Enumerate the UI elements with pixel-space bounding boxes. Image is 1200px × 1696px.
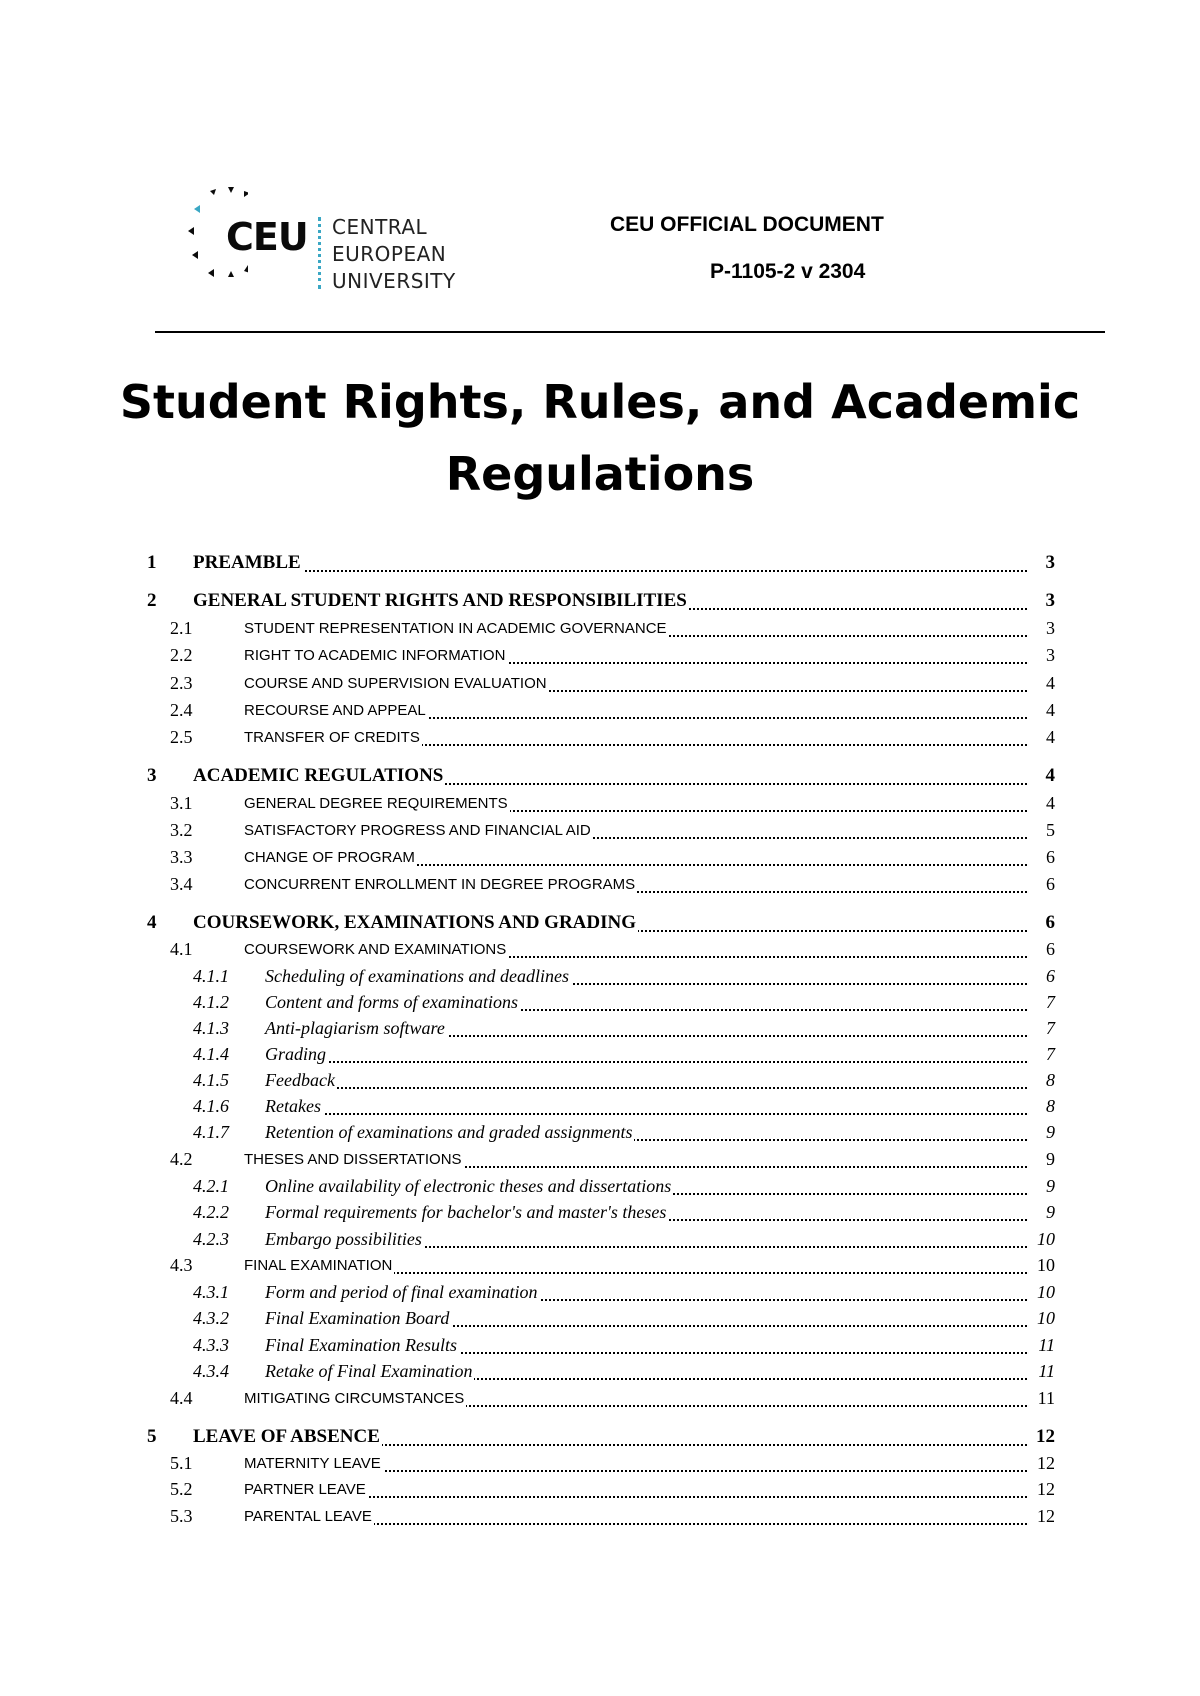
toc-entry-label: STUDENT REPRESENTATION IN ACADEMIC GOVERNANCE: [244, 620, 667, 637]
toc-entry-page: 4: [1043, 727, 1055, 748]
toc-entry-number: 4.2.3: [193, 1229, 229, 1249]
toc-entry-number: 4.2.2: [193, 1202, 229, 1222]
toc-entry-label: Retake of Final Examination: [265, 1361, 473, 1381]
toc-entry-page: 7: [1043, 1044, 1055, 1065]
toc-entry[interactable]: [0, 1388, 1200, 1412]
toc-entry-number: 2.4: [170, 700, 193, 720]
toc-entry-number: 4: [147, 912, 157, 933]
toc-entry[interactable]: [0, 1479, 1200, 1503]
toc-entry-label: Scheduling of examinations and deadlines: [265, 966, 569, 986]
toc-entry-number: 5.3: [170, 1506, 193, 1526]
toc-entry-label: Formal requirements for bachelor's and master's theses: [265, 1202, 667, 1222]
document-code: P-1105-2 v 2304: [710, 260, 866, 283]
toc-entry[interactable]: [0, 912, 1200, 936]
toc-dot-leader: [265, 1087, 1027, 1089]
toc-entry-label: PARENTAL LEAVE: [244, 1508, 372, 1525]
toc-entry-label: MATERNITY LEAVE: [244, 1455, 381, 1472]
toc-entry[interactable]: [0, 1335, 1200, 1359]
toc-entry[interactable]: [0, 1229, 1200, 1253]
toc-entry-page: 6: [1043, 912, 1056, 934]
toc-entry-page: 6: [1043, 966, 1055, 987]
toc-entry-label: Grading: [265, 1044, 327, 1064]
toc-entry-label: Embargo possibilities: [265, 1229, 422, 1249]
toc-entry[interactable]: [0, 1255, 1200, 1279]
toc-entry-page: 4: [1043, 793, 1055, 814]
ceu-logo: [188, 185, 478, 305]
toc-entry-number: 4.1.3: [193, 1018, 229, 1038]
toc-entry-number: 3.4: [170, 874, 193, 894]
toc-entry-label: GENERAL DEGREE REQUIREMENTS: [244, 795, 508, 812]
toc-entry-number: 4.1: [170, 939, 193, 959]
toc-entry[interactable]: [0, 1149, 1200, 1173]
toc-dot-leader: [193, 570, 1027, 572]
toc-entry-page: 9: [1043, 1122, 1055, 1143]
toc-entry[interactable]: [0, 700, 1200, 724]
toc-entry-number: 4.3.1: [193, 1282, 229, 1302]
toc-entry[interactable]: [0, 618, 1200, 642]
toc-entry-number: 5: [147, 1426, 157, 1447]
toc-entry-label: PARTNER LEAVE: [244, 1481, 366, 1498]
toc-entry-page: 11: [1035, 1335, 1055, 1356]
toc-entry[interactable]: [0, 552, 1200, 576]
toc-entry-page: 3: [1043, 618, 1055, 639]
toc-entry-number: 3.1: [170, 793, 193, 813]
toc-entry-label: CONCURRENT ENROLLMENT IN DEGREE PROGRAMS: [244, 876, 636, 893]
toc-entry-label: Content and forms of examinations: [265, 992, 518, 1012]
toc-entry[interactable]: [0, 1426, 1200, 1450]
toc-entry[interactable]: [0, 590, 1200, 614]
toc-entry-page: 5: [1043, 820, 1055, 841]
toc-entry-label: CHANGE OF PROGRAM: [244, 849, 415, 866]
document-title: [100, 366, 1100, 510]
toc-entry-number: 4.2: [170, 1149, 193, 1169]
toc-entry-number: 2.5: [170, 727, 193, 747]
toc-entry-page: 8: [1043, 1096, 1055, 1117]
toc-entry[interactable]: [0, 1308, 1200, 1332]
toc-entry-page: 4: [1043, 765, 1056, 787]
toc-entry[interactable]: [0, 1282, 1200, 1306]
toc-entry[interactable]: [0, 1018, 1200, 1042]
toc-entry-page: 9: [1043, 1202, 1055, 1223]
toc-entry-number: 4.1.2: [193, 992, 229, 1012]
toc-entry[interactable]: [0, 1122, 1200, 1146]
logo-wordmark: CEU: [226, 215, 308, 259]
toc-entry-page: 8: [1043, 1070, 1055, 1091]
toc-entry-page: 10: [1034, 1255, 1055, 1276]
toc-entry-label: Retakes: [265, 1096, 321, 1116]
toc-entry-page: 6: [1043, 847, 1055, 868]
toc-entry-page: 9: [1043, 1149, 1055, 1170]
logo-line-2: EUROPEAN: [332, 242, 447, 266]
toc-entry[interactable]: [0, 966, 1200, 990]
toc-entry-label: RECOURSE AND APPEAL: [244, 702, 426, 719]
toc-entry-number: 4.1.4: [193, 1044, 229, 1064]
toc-entry-number: 4.3.3: [193, 1335, 229, 1355]
toc-entry-label: THESES AND DISSERTATIONS: [244, 1151, 462, 1168]
toc-entry-label: SATISFACTORY PROGRESS AND FINANCIAL AID: [244, 822, 591, 839]
toc-entry-label: TRANSFER OF CREDITS: [244, 729, 420, 746]
official-document-label: CEU OFFICIAL DOCUMENT: [610, 213, 884, 236]
header-rule: [155, 331, 1105, 333]
toc-entry-label: Feedback: [265, 1070, 335, 1090]
toc-entry-label: COURSEWORK, EXAMINATIONS AND GRADING: [193, 912, 637, 933]
toc-entry-number: 2.1: [170, 618, 193, 638]
toc-entry-label: LEAVE OF ABSENCE: [193, 1426, 380, 1447]
toc-entry-number: 2: [147, 590, 157, 611]
toc-entry[interactable]: [0, 1096, 1200, 1120]
toc-entry-number: 4.3.2: [193, 1308, 229, 1328]
toc-entry-page: 10: [1034, 1282, 1055, 1303]
logo-line-1: CENTRAL: [332, 215, 428, 239]
toc-entry-page: 3: [1043, 552, 1056, 574]
toc-entry-label: GENERAL STUDENT RIGHTS AND RESPONSIBILITIES: [193, 590, 687, 611]
toc-entry-number: 4.2.1: [193, 1176, 229, 1196]
toc-entry[interactable]: [0, 765, 1200, 789]
title-line-2: Regulations: [445, 447, 755, 501]
toc-entry-number: 3: [147, 765, 157, 786]
toc-entry[interactable]: [0, 1361, 1200, 1385]
toc-entry-number: 5.1: [170, 1453, 193, 1473]
toc-entry-label: Form and period of final examination: [265, 1282, 538, 1302]
toc-entry-label: Anti-plagiarism software: [265, 1018, 445, 1038]
toc-entry-page: 3: [1043, 590, 1056, 612]
toc-dot-leader: [265, 1061, 1027, 1063]
toc-entry[interactable]: [0, 1176, 1200, 1200]
toc-entry-page: 12: [1034, 1479, 1055, 1500]
toc-entry-page: 6: [1043, 874, 1055, 895]
logo-line-3: UNIVERSITY: [332, 269, 456, 293]
toc-entry[interactable]: [0, 673, 1200, 697]
toc-entry-page: 4: [1043, 700, 1055, 721]
title-line-1: Student Rights, Rules, and Academic: [119, 375, 1081, 429]
toc-entry-page: 3: [1043, 645, 1055, 666]
toc-entry-page: 10: [1034, 1308, 1055, 1329]
toc-entry-page: 12: [1033, 1426, 1055, 1448]
toc-entry-number: 4.1.6: [193, 1096, 229, 1116]
toc-entry-number: 4.1.5: [193, 1070, 229, 1090]
toc-entry-page: 6: [1043, 939, 1055, 960]
toc-dot-leader: [265, 1113, 1027, 1115]
toc-entry-page: 11: [1035, 1388, 1055, 1409]
toc-entry[interactable]: [0, 1044, 1200, 1068]
toc-entry-label: Final Examination Results: [265, 1335, 457, 1355]
toc-entry-label: RIGHT TO ACADEMIC INFORMATION: [244, 647, 506, 664]
toc-entry-page: 4: [1043, 673, 1055, 694]
toc-entry-page: 11: [1035, 1361, 1055, 1382]
toc-entry-page: 7: [1043, 1018, 1055, 1039]
toc-entry-page: 12: [1034, 1453, 1055, 1474]
toc-entry-number: 4.3.4: [193, 1361, 229, 1381]
toc-entry[interactable]: [0, 992, 1200, 1016]
toc-entry-number: 2.3: [170, 673, 193, 693]
toc-entry-label: MITIGATING CIRCUMSTANCES: [244, 1390, 465, 1407]
toc-entry-number: 4.4: [170, 1388, 193, 1408]
toc-entry-page: 12: [1034, 1506, 1055, 1527]
toc-entry-label: COURSE AND SUPERVISION EVALUATION: [244, 675, 547, 692]
toc-entry-number: 4.1.1: [193, 966, 229, 986]
toc-entry-label: COURSEWORK AND EXAMINATIONS: [244, 941, 507, 958]
toc-entry-number: 3.3: [170, 847, 193, 867]
toc-entry[interactable]: [0, 1202, 1200, 1226]
toc-entry-label: Final Examination Board: [265, 1308, 450, 1328]
toc-entry-number: 3.2: [170, 820, 193, 840]
toc-entry[interactable]: [0, 1070, 1200, 1094]
toc-entry-number: 1: [147, 552, 157, 573]
toc-entry-page: 7: [1043, 992, 1055, 1013]
toc-entry[interactable]: [0, 939, 1200, 963]
toc-entry[interactable]: [0, 645, 1200, 669]
logo-divider: [318, 217, 321, 289]
toc-entry-label: PREAMBLE: [193, 552, 301, 573]
toc-entry-label: Online availability of electronic theses and dissertations: [265, 1176, 672, 1196]
toc-entry-label: FINAL EXAMINATION: [244, 1257, 393, 1274]
toc-entry-label: Retention of examinations and graded assignments: [265, 1122, 633, 1142]
toc-entry[interactable]: [0, 1453, 1200, 1477]
toc-entry[interactable]: [0, 1506, 1200, 1530]
toc-entry-number: 2.2: [170, 645, 193, 665]
toc-entry[interactable]: [0, 727, 1200, 751]
toc-entry-page: 10: [1034, 1229, 1055, 1250]
toc-entry[interactable]: [0, 820, 1200, 844]
toc-entry-number: 5.2: [170, 1479, 193, 1499]
toc-entry-page: 9: [1043, 1176, 1055, 1197]
toc-entry-number: 4.3: [170, 1255, 193, 1275]
toc-entry-label: ACADEMIC REGULATIONS: [193, 765, 444, 786]
toc-entry[interactable]: [0, 793, 1200, 817]
toc-entry[interactable]: [0, 847, 1200, 871]
toc-entry-number: 4.1.7: [193, 1122, 229, 1142]
toc-entry[interactable]: [0, 874, 1200, 898]
